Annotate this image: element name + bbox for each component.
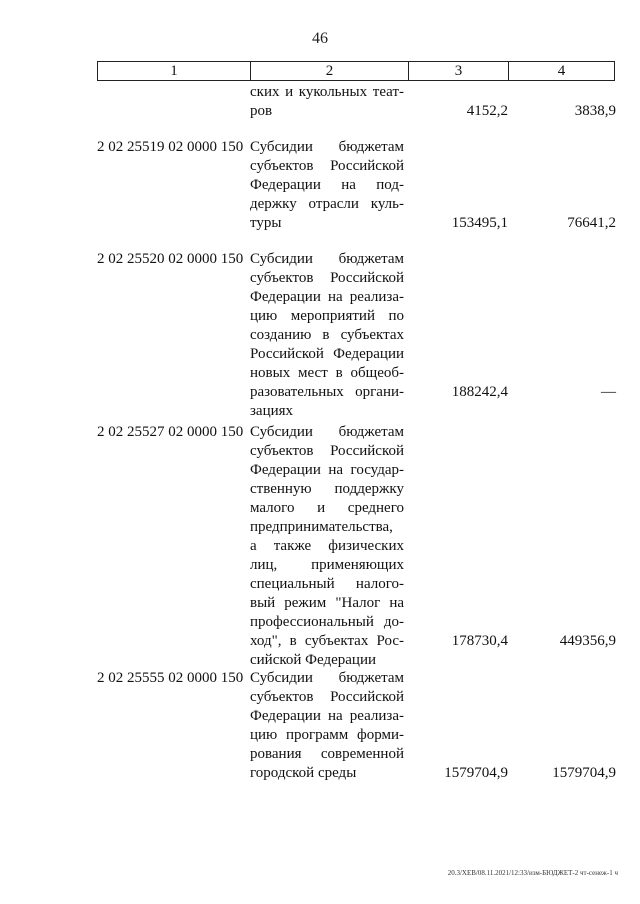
- header-col-2: 2: [251, 62, 409, 80]
- header-col-3: 3: [409, 62, 509, 80]
- description-line: сийской Федерации: [250, 652, 377, 668]
- row-code: 2 02 25519 02 0000 150: [97, 139, 244, 155]
- page-number: 46: [312, 30, 328, 47]
- row-code: 2 02 25520 02 0000 150: [97, 251, 244, 267]
- row-value-col3: 178730,4: [451, 633, 508, 649]
- row-value-col3: 1579704,9: [444, 765, 508, 781]
- row-value-col4: 449356,9: [559, 633, 616, 649]
- description-line: ход", в субъектах Рос-: [250, 633, 404, 649]
- row-description: [250, 669, 404, 783]
- description-line: ственную поддержку: [250, 481, 404, 497]
- row-value-col3: 188242,4: [451, 384, 508, 400]
- row-value-col4: 3838,9: [574, 103, 616, 119]
- description-line: зациях: [250, 403, 294, 419]
- description-line: Субсидии бюджетам: [250, 670, 404, 686]
- row-code: 2 02 25527 02 0000 150: [97, 424, 244, 440]
- footer-stamp: 20.3/ХЕВ/08.11.2021/12:33/изм-БЮДЖЕТ-2 чт-сенеж-1 ч: [447, 869, 618, 877]
- row-value-col3: 4152,2: [466, 103, 508, 119]
- description-line: Федерации на реализа-: [250, 708, 404, 724]
- row-description: [250, 423, 404, 670]
- row-value-col4: —: [601, 384, 616, 400]
- description-line: держку отрасли куль-: [250, 196, 404, 212]
- description-line: ских и кукольных теат-: [250, 84, 404, 100]
- description-line: малого и среднего: [250, 500, 404, 516]
- header-col-4: 4: [557, 63, 566, 79]
- row-value-col4: 1579704,9: [552, 765, 616, 781]
- description-line: субъектов Российской: [250, 270, 404, 286]
- description-line: Федерации на реализа-: [250, 289, 404, 305]
- description-line: созданию в субъектах: [250, 327, 404, 343]
- description-line: городской среды: [250, 765, 357, 781]
- description-line: профессиональный до-: [250, 614, 404, 630]
- table-header: [97, 61, 615, 81]
- description-line: Федерации на государ-: [250, 462, 404, 478]
- description-line: Субсидии бюджетам: [250, 251, 404, 267]
- description-line: новых мест в общеоб-: [250, 365, 404, 381]
- description-line: вый режим "Налог на: [250, 595, 404, 611]
- description-line: рования современной: [250, 746, 404, 762]
- row-code: 2 02 25555 02 0000 150: [97, 670, 244, 686]
- row-value-col3: 153495,1: [451, 215, 508, 231]
- row-description: [250, 83, 404, 121]
- description-line: Российской Федерации: [250, 346, 404, 362]
- row-description: [250, 250, 404, 421]
- description-line: цию программ форми-: [250, 727, 404, 743]
- description-line: лиц, применяющих: [250, 557, 404, 573]
- description-line: предпринимательства,: [250, 519, 393, 535]
- description-line: субъектов Российской: [250, 158, 404, 174]
- description-line: туры: [250, 215, 282, 231]
- header-col-1: 1: [98, 62, 251, 80]
- description-line: ров: [250, 103, 273, 119]
- description-line: субъектов Российской: [250, 689, 404, 705]
- description-line: специальный налого-: [250, 576, 404, 592]
- row-value-col4: 76641,2: [567, 215, 616, 231]
- description-line: а также физических: [250, 538, 404, 554]
- description-line: Субсидии бюджетам: [250, 424, 404, 440]
- description-line: субъектов Российской: [250, 443, 404, 459]
- description-line: Субсидии бюджетам: [250, 139, 404, 155]
- description-line: цию мероприятий по: [250, 308, 404, 324]
- row-description: [250, 138, 404, 233]
- description-line: Федерации на под-: [250, 177, 404, 193]
- description-line: разовательных органи-: [250, 384, 404, 400]
